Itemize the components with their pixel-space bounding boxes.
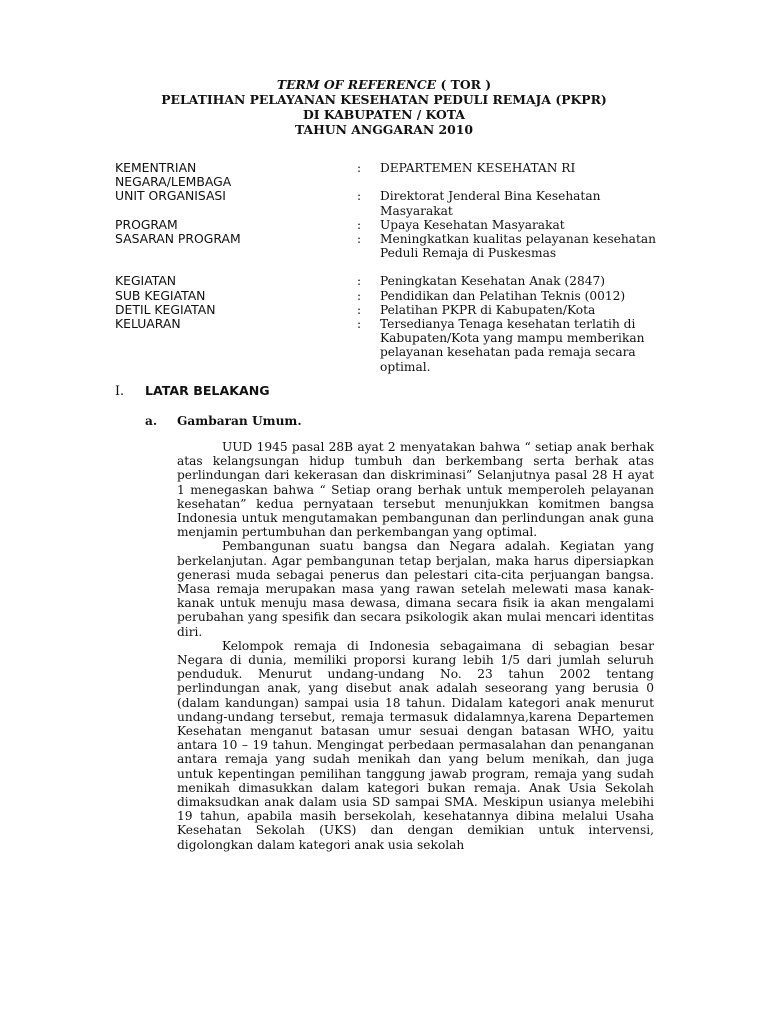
- info-key: [115, 161, 357, 189]
- info-value: Meningkatkan kualitas pelayanan kesehatan Peduli Remaja di Puskesmas: [380, 232, 656, 261]
- info-value: DEPARTEMEN KESEHATAN RI: [380, 161, 576, 175]
- info-key-text: KEMENTRIAN NEGARA/LEMBAGA: [115, 160, 232, 190]
- info-row-unit: [115, 189, 665, 217]
- info-value: Peningkatan Kesehatan Anak (2847): [380, 274, 605, 289]
- document-title: [0, 77, 768, 92]
- info-value: Pendidikan dan Pelatihan Teknis (0012): [380, 288, 626, 303]
- info-row-program: [115, 218, 665, 232]
- info-row-kegiatan: [115, 274, 665, 288]
- info-key: SUB KEGIATAN: [115, 287, 206, 303]
- info-row-sub-kegiatan: [115, 289, 665, 303]
- title-italic: TERM OF REFERENCE: [276, 77, 437, 92]
- info-row-kementrian: [115, 161, 665, 189]
- section-heading: [115, 384, 270, 398]
- info-sep: :: [357, 274, 362, 289]
- header-line-4: TAHUN ANGGARAN 2010: [294, 122, 474, 137]
- info-sep: :: [357, 189, 362, 204]
- info-value: Direktorat Jenderal Bina Kesehatan Masyarakat: [380, 189, 601, 218]
- info-row-keluaran: [115, 317, 665, 374]
- info-key: PROGRAM: [115, 216, 178, 232]
- info-table: [115, 161, 665, 374]
- body-text: [177, 440, 654, 852]
- info-sep: :: [357, 288, 362, 303]
- row-gap: [115, 260, 665, 274]
- info-key: SASARAN PROGRAM: [115, 231, 241, 247]
- section-number: I.: [115, 383, 124, 398]
- info-sep: :: [357, 217, 362, 232]
- paragraph: UUD 1945 pasal 28B ayat 2 menyatakan bahwa “ setiap anak berhak atas kelangsungan hidup tumbuh dan berkembang serta berhak atas perlindungan dari kekerasan dan diskriminasi” Selanjutnya pasal 28 H ayat 1 menegaskan bahwa “ Setiap orang berhak untuk memperoleh pelayanan kesehatan” kedua pernyataan tersebut menunjukkan komitmen bangsa Indonesia untuk mengutamakan pembangunan dan perlindungan anak guna menjamin pertumbuhan dan perkembangan yang optimal.: [177, 440, 654, 540]
- header-line-3: DI KABUPATEN / KOTA: [303, 107, 465, 122]
- info-value: Pelatihan PKPR di Kabupaten/Kota: [380, 302, 596, 317]
- info-sep: :: [357, 232, 362, 247]
- header-line-2: PELATIHAN PELAYANAN KESEHATAN PEDULI REMAJA (PKPR): [161, 92, 607, 107]
- info-key: DETIL KEGIATAN: [115, 301, 216, 317]
- info-key: KEGIATAN: [115, 273, 177, 289]
- info-row-sasaran: [115, 232, 665, 260]
- info-key: KELUARAN: [115, 316, 181, 332]
- title-rest: ( TOR ): [436, 77, 492, 92]
- paragraph: Kelompok remaja di Indonesia sebagaimana di sebagian besar Negara di dunia, memiliki proporsi kurang lebih 1/5 dari jumlah seluruh penduduk. Menurut undang-undang No. 23 tahun 2002 tentang perlindungan anak, yang disebut anak adalah seseorang yang berusia 0 (dalam kandungan) sampai usia 18 tahun. Didalam kategori anak menurut undang-undang tersebut, remaja termasuk didalamnya,karena Departemen Kesehatan menganut batasan umur sesuai dengan batasan WHO, yaitu antara 10 – 19 tahun. Mengingat perbedaan permasalahan dan penanganan antara remaja yang sudah menikah dan yang belum menikah, dan juga untuk kepentingan pemilihan tanggung jawab program, remaja yang sudah menikah dimasukkan dalam kategori bukan remaja. Anak Usia Sekolah dimaksudkan anak dalam usia SD sampai SMA. Meskipun usianya melebihi 19 tahun, apabila masih bersekolah, kesehatannya dibina melalui Usaha Kesehatan Sekolah (UKS) dan dengan demikian untuk intervensi, digolongkan dalam kategori anak usia sekolah: [177, 638, 654, 852]
- info-row-detil-kegiatan: [115, 303, 665, 317]
- info-sep: :: [357, 161, 362, 175]
- info-sep: :: [357, 317, 362, 332]
- info-key: UNIT ORGANISASI: [115, 188, 226, 204]
- document-header: [0, 77, 768, 137]
- info-value: Tersedianya Tenaga kesehatan terlatih di Kabupaten/Kota yang mampu memberikan pelayanan kesehatan pada remaja secara optimal.: [380, 317, 645, 374]
- section-title: LATAR BELAKANG: [145, 383, 270, 398]
- subsection-title: Gambaran Umum.: [177, 414, 302, 428]
- subsection-number: a.: [145, 414, 158, 428]
- info-value: Upaya Kesehatan Masyarakat: [380, 217, 565, 232]
- info-sep: :: [357, 302, 362, 317]
- subsection-heading: [145, 414, 302, 428]
- paragraph: Pembangunan suatu bangsa dan Negara adalah. Kegiatan yang berkelanjutan. Agar pembangunan tetap berjalan, maka harus dipersiapkan generasi muda sebagai penerus dan pelestari cita-cita perjuangan bangsa. Masa remaja merupakan masa yang rawan setelah melewati masa kanak-kanak untuk menuju masa dewasa, dimana secara fisik ia akan mengalami perubahan yang spesifik dan secara psikologik akan mulai mencari identitas diri.: [177, 539, 654, 639]
